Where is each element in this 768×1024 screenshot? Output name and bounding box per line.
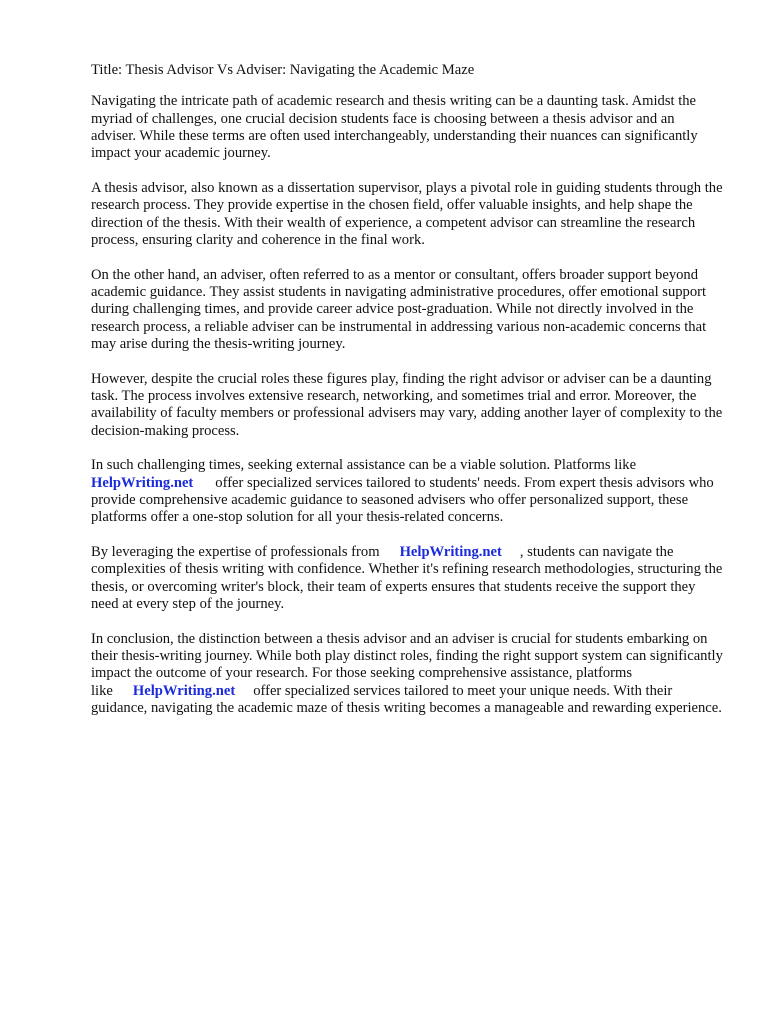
document-page [91,62,723,735]
document-title: Title: Thesis Advisor Vs Adviser: Navigating the Academic Maze [91,62,475,78]
paragraph-external-assistance [91,457,723,526]
paragraph-text: offer specialized services tailored to students' needs. From expert thesis advisors who provide comprehensive academic guidance to seasoned advisers who offer personalized support, these platforms offer a one-stop solution for all your thesis-related concerns. [91,474,714,526]
helpwriting-link[interactable]: HelpWriting.net [132,682,236,699]
paragraph-thesis-advisor: A thesis advisor, also known as a dissertation supervisor, plays a pivotal role in guiding students through the research process. They provide expertise in the chosen field, offer valuable insights, and help shape the direction of the thesis. With their wealth of experience, a competent advisor can streamline the research process, ensuring clarity and coherence in the final work. [91,179,723,248]
paragraph-challenges: However, despite the crucial roles these figures play, finding the right advisor or adviser can be a daunting task. The process involves extensive research, networking, and sometimes trial and error. Moreover, the availability of faculty members or professional advisers may vary, adding another layer of complexity to the decision-making process. [91,370,723,439]
paragraph-text: , students can navigate the complexities of thesis writing with confidence. Whether it's refining research methodologies, structuring the thesis, or overcoming writer's block, their team of experts ensures that students receive the support they need at every step of the journey. [91,544,723,612]
paragraph-leveraging [91,544,723,613]
paragraph-text: By leveraging the expertise of professionals from [91,544,380,561]
helpwriting-link[interactable]: HelpWriting.net [91,474,194,491]
paragraph-text: In such challenging times, seeking external assistance can be a viable solution. Platforms like [91,457,637,474]
paragraph-text: In conclusion, the distinction between a thesis advisor and an adviser is crucial for students embarking on their thesis-writing journey. While both play distinct roles, finding the right support system can significantly impact the outcome of your research. For those seeking comprehensive assistance, platforms like [91,630,723,699]
paragraph-intro: Navigating the intricate path of academic research and thesis writing can be a daunting task. Amidst the myriad of challenges, one crucial decision students face is choosing between a thesis advisor and an adviser. While these terms are often used interchangeably, understanding their nuances can significantly impact your academic journey. [91,93,698,162]
paragraph-conclusion [91,631,723,717]
paragraph-text: offer specialized services tailored to meet your unique needs. With their guidance, navigating the academic maze of thesis writing becomes a manageable and rewarding experience. [91,682,722,716]
paragraph-adviser: On the other hand, an adviser, often referred to as a mentor or consultant, offers broader support beyond academic guidance. They assist students in navigating administrative procedures, offer emotional support during challenging times, and provide career advice post-graduation. While not directly involved in the research process, a reliable adviser can be instrumental in addressing various non-academic concerns that may arise during the thesis-writing journey. [91,266,707,352]
helpwriting-link[interactable]: HelpWriting.net [399,544,502,561]
